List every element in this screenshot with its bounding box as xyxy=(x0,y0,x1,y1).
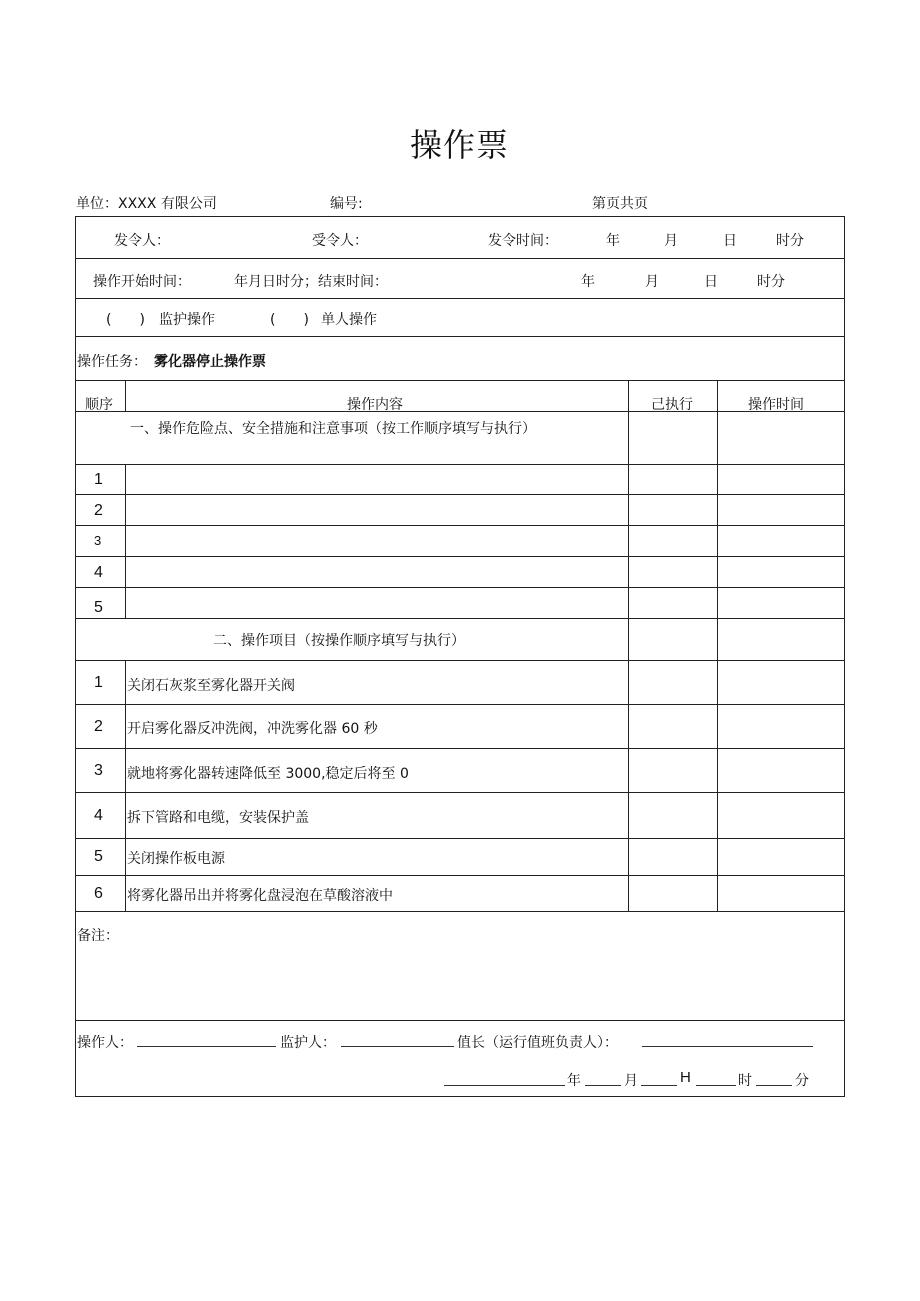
s1-row-seq: 3 xyxy=(94,533,102,548)
s2-row-seq: 6 xyxy=(94,885,103,902)
supervisor-label: 监护人： xyxy=(280,1035,336,1051)
unit-label: 单位：XXXX 有限公司 xyxy=(76,196,217,212)
s2-row-seq: 2 xyxy=(94,718,103,735)
date-year: 年 xyxy=(567,1073,581,1089)
shift-leader-signature-line[interactable] xyxy=(642,1046,813,1047)
single-checkbox[interactable]: ( ) xyxy=(270,312,309,328)
s2-row-seq: 1 xyxy=(94,674,103,691)
issue-day: 日 xyxy=(723,233,737,249)
s1-row-seq: 5 xyxy=(94,599,103,616)
s2-row-seq: 3 xyxy=(94,762,103,779)
section1-title: 一、操作危险点、安全措施和注意事项（按工作顺序填写与执行） xyxy=(130,421,536,437)
column-seq: 顺序 xyxy=(85,397,113,413)
issue-year: 年 xyxy=(606,233,620,249)
s1-row-seq: 1 xyxy=(94,471,103,488)
date-minute-line[interactable] xyxy=(756,1085,792,1086)
end-month: 月 xyxy=(645,274,659,290)
section2-title: 二、操作项目（按操作顺序填写与执行） xyxy=(213,633,465,649)
page-title: 操作票 xyxy=(410,126,510,164)
end-year: 年 xyxy=(581,274,595,290)
issue-time-label: 发令时间： xyxy=(488,233,558,249)
end-day: 日 xyxy=(704,274,718,290)
date-month: 月 xyxy=(624,1073,638,1089)
column-executed: 己执行 xyxy=(651,397,693,413)
operator-label: 操作人： xyxy=(77,1035,133,1051)
task-value: 雾化器停止操作票 xyxy=(154,354,266,370)
s2-row-content: 就地将雾化器转速降低至 3000,稳定后将至 0 xyxy=(127,766,409,782)
date-day: H xyxy=(680,1069,691,1086)
column-content: 操作内容 xyxy=(347,397,403,413)
number-label: 编号: xyxy=(330,196,363,212)
single-label: 单人操作 xyxy=(321,312,377,328)
supervised-checkbox[interactable]: ( ) xyxy=(106,312,145,328)
end-hour-min: 时分 xyxy=(757,274,785,290)
operator-signature-line[interactable] xyxy=(137,1046,276,1047)
date-month-line[interactable] xyxy=(585,1085,621,1086)
start-end-format: 年月日时分；结束时间： xyxy=(234,274,388,290)
supervisor-signature-line[interactable] xyxy=(341,1046,454,1047)
issue-month: 月 xyxy=(664,233,678,249)
s2-row-content: 关闭石灰浆至雾化器开关阀 xyxy=(127,678,295,694)
column-time: 操作时间 xyxy=(748,397,804,413)
s2-row-content: 拆下管路和电缆，安装保护盖 xyxy=(127,810,309,826)
issuer-label: 发令人： xyxy=(114,233,170,249)
date-day-line[interactable] xyxy=(641,1085,677,1086)
issue-hour-min: 时分 xyxy=(776,233,804,249)
task-label: 操作任务： xyxy=(77,354,147,370)
s2-row-content: 关闭操作板电源 xyxy=(127,851,225,867)
date-minute: 分 xyxy=(795,1073,809,1089)
s2-row-content: 开启雾化器反冲洗阀，冲洗雾化器 60 秒 xyxy=(127,721,378,737)
remarks-label: 备注： xyxy=(77,928,119,944)
s2-row-seq: 5 xyxy=(94,848,103,865)
shift-leader-label: 值长（运行值班负责人）： xyxy=(457,1035,618,1051)
date-hour-line[interactable] xyxy=(696,1085,736,1086)
s1-row-seq: 2 xyxy=(94,502,103,519)
page-info: 第页共页 xyxy=(592,196,648,212)
s1-row-seq: 4 xyxy=(94,564,103,581)
supervised-label: 监护操作 xyxy=(159,312,215,328)
s2-row-content: 将雾化器吊出并将雾化盘浸泡在草酸溶液中 xyxy=(127,888,393,904)
date-year-line[interactable] xyxy=(444,1085,565,1086)
s2-row-seq: 4 xyxy=(94,807,103,824)
date-hour: 时 xyxy=(738,1073,752,1089)
start-time-label: 操作开始时间： xyxy=(93,274,191,290)
receiver-label: 受令人： xyxy=(312,233,368,249)
